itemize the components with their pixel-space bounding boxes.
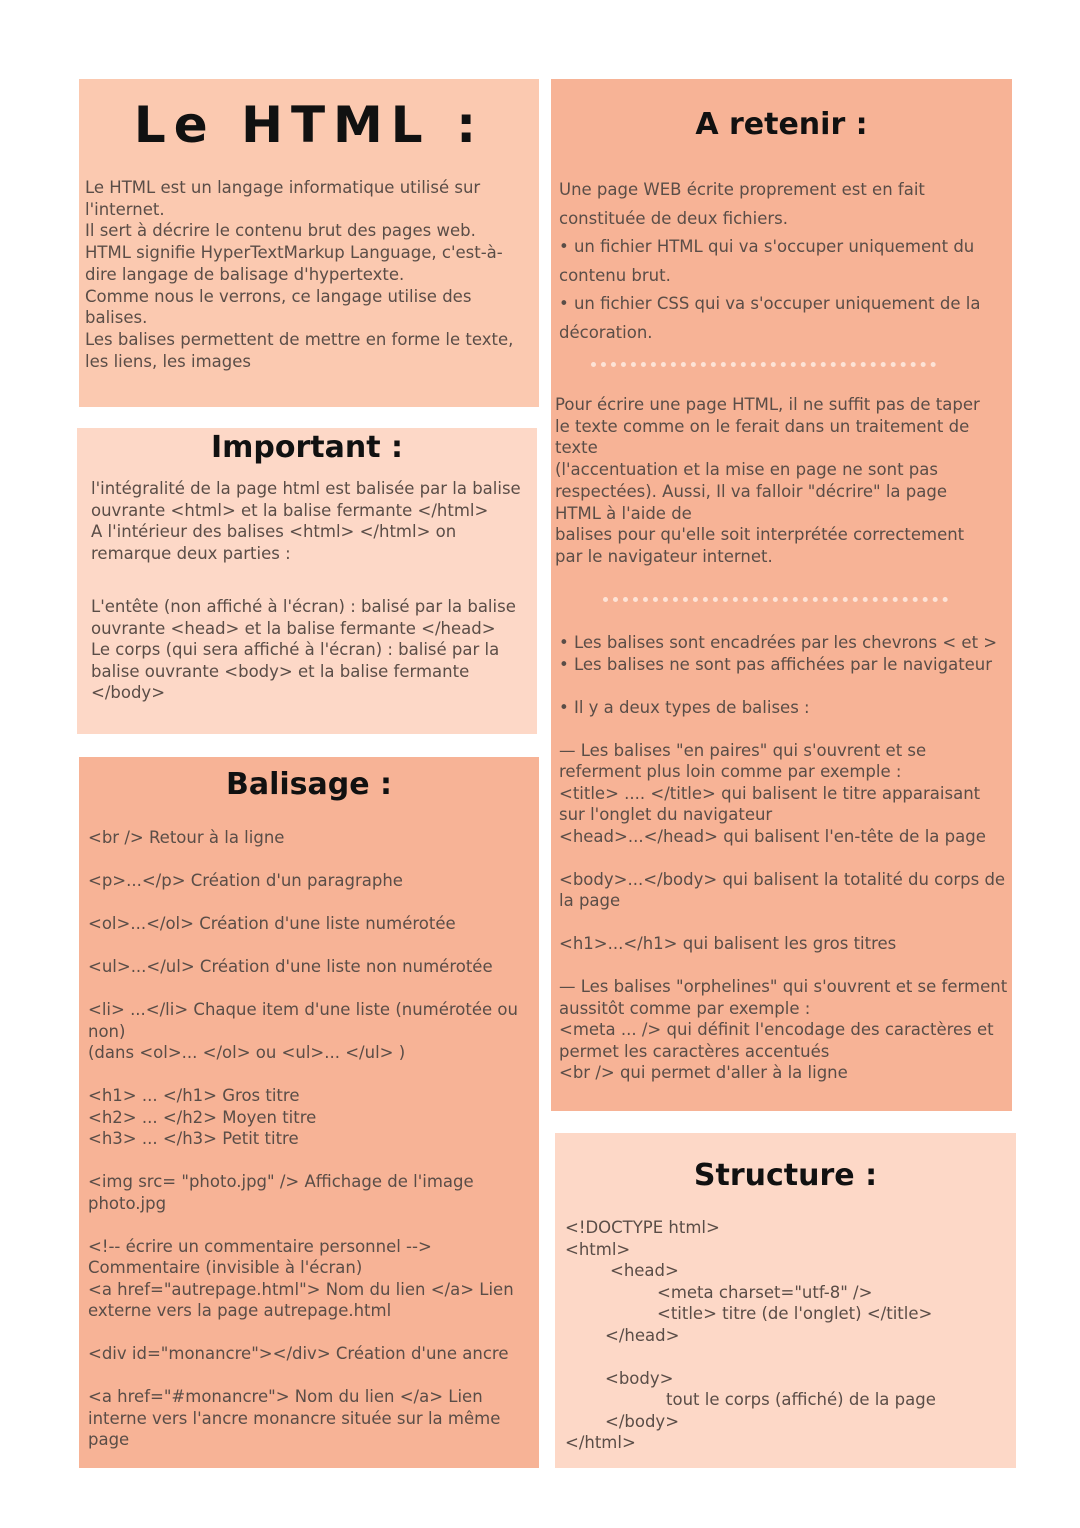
dotted-divider-2 [603, 597, 948, 602]
balisage-line-img: <img src= "photo.jpg" /> Affichage de l'image photo.jpg [88, 1172, 479, 1213]
code-line-blank [565, 1346, 1005, 1368]
retenir-card [551, 79, 1012, 1111]
retenir-h1-tag: <h1>...</h1> qui balisent les gros titres [559, 934, 897, 953]
html-intro-text: Le HTML est un langage informatique utilisé sur l'internet. Il sert à décrire le contenu brut des pages web. HTML signifie HyperTextMarkup Language, c'est-à-dire langage de balisage d'hypertexte. Comme nous le verrons, ce langage utilise des balises. Les balises permettent de mettre en forme le texte, les liens, les images [85, 178, 514, 371]
retenir-two-types: • Il y a deux types de balises : [559, 697, 810, 717]
code-line: </head> [605, 1325, 680, 1345]
balisage-line-li: <li> ...</li> Chaque item d'une liste (numérotée ou non) (dans <ol>... </ol> ou <ul>... </ul> ) [88, 1000, 518, 1062]
balisage-card [79, 757, 539, 1468]
code-line: <!DOCTYPE html> [565, 1218, 720, 1237]
structure-card [555, 1133, 1016, 1468]
html-intro-title: Le HTML : [133, 96, 485, 154]
balisage-line-anchor: <a href="#monancre"> Nom du lien </a> Lien interne vers l'ancre monancre située sur la même page [88, 1387, 506, 1449]
retenir-body-tag: <body>...</body> qui balisent la totalité du corps de la page [559, 869, 1011, 910]
important-text-2: L'entête (non affiché à l'écran) : balisé par la balise ouvrante <head> et la balise fermante </head> Le corps (qui sera affiché à l'écran) : balisé par la balise ouvrante <body> et la balise fermante </body> [91, 597, 516, 703]
retenir-paired-tags: — Les balises "en paires" qui s'ouvrent et se referment plus loin comme par exemple : <title> .... </title> qui balisent le titre apparaisant sur l'onglet du navigateur <head>...</head> qui balisent l'en-tête de la page [559, 740, 986, 846]
html-intro-card [79, 79, 539, 407]
balisage-line-br: <br /> Retour à la ligne [88, 828, 285, 847]
code-line: </html> [565, 1433, 636, 1452]
balisage-line-headings: <h1> ... </h1> Gros titre <h2> ... </h2> Moyen titre <h3> ... </h3> Petit titre [88, 1086, 317, 1148]
retenir-bullets: • Les balises sont encadrées par les chevrons < et > • Les balises ne sont pas affichées par le navigateur [559, 633, 998, 674]
code-line: <html> [565, 1239, 631, 1259]
important-title: Important : [210, 430, 404, 465]
dotted-divider-1 [591, 362, 936, 367]
code-line: </body> [605, 1411, 680, 1431]
structure-title: Structure : [693, 1158, 878, 1193]
code-line: <title> titre (de l'onglet) </title> [657, 1304, 933, 1323]
balisage-line-p: <p>...</p> Création d'un paragraphe [88, 871, 403, 890]
important-card [77, 428, 537, 734]
code-line: <body> [605, 1368, 674, 1388]
balisage-line-ol: <ol>...</ol> Création d'une liste numérotée [88, 914, 456, 933]
balisage-line-comment-link: <!-- écrire un commentaire personnel --> Commentaire (invisible à l'écran) <a href="autrepage.html"> Nom du lien </a> Lien externe vers la page autrepage.html [88, 1236, 514, 1320]
balisage-title: Balisage : [225, 767, 393, 802]
balisage-line-ul: <ul>...</ul> Création d'une liste non numérotée [88, 957, 493, 976]
retenir-intro: Une page WEB écrite proprement est en fait constituée de deux fichiers. • un fichier HTML qui va s'occuper uniquement du contenu brut. • un fichier CSS qui va s'occuper uniquement de la décoration. [559, 180, 981, 342]
code-line: tout le corps (affiché) de la page [666, 1390, 936, 1409]
structure-code [565, 1217, 1005, 1454]
code-line: <head> [610, 1261, 679, 1280]
retenir-orphan-tags: — Les balises "orphelines" qui s'ouvrent et se ferment aussitôt comme par exemple : <meta ... /> qui définit l'encodage des caractères et permet les caractères accentués <br /> qui permet d'aller à la ligne [559, 977, 1008, 1082]
retenir-para-html: Pour écrire une page HTML, il ne suffit pas de taper le texte comme on le ferait dans un traitement de texte (l'accentuation et la mise en page ne sont pas respectées). Aussi, Il va falloir "décrire" la page HTML à l'aide de balises pour qu'elle soit interprétée correctement par le navigateur internet. [555, 395, 980, 566]
balisage-line-div: <div id="monancre"></div> Création d'une ancre [88, 1344, 509, 1363]
code-line: <meta charset="utf-8" /> [657, 1282, 873, 1302]
important-text-1: l'intégralité de la page html est balisée par la balise ouvrante <html> et la balise fermante </html> A l'intérieur des balises <html> </html> on remarque deux parties : [91, 479, 521, 563]
retenir-title: A retenir : [695, 107, 868, 142]
